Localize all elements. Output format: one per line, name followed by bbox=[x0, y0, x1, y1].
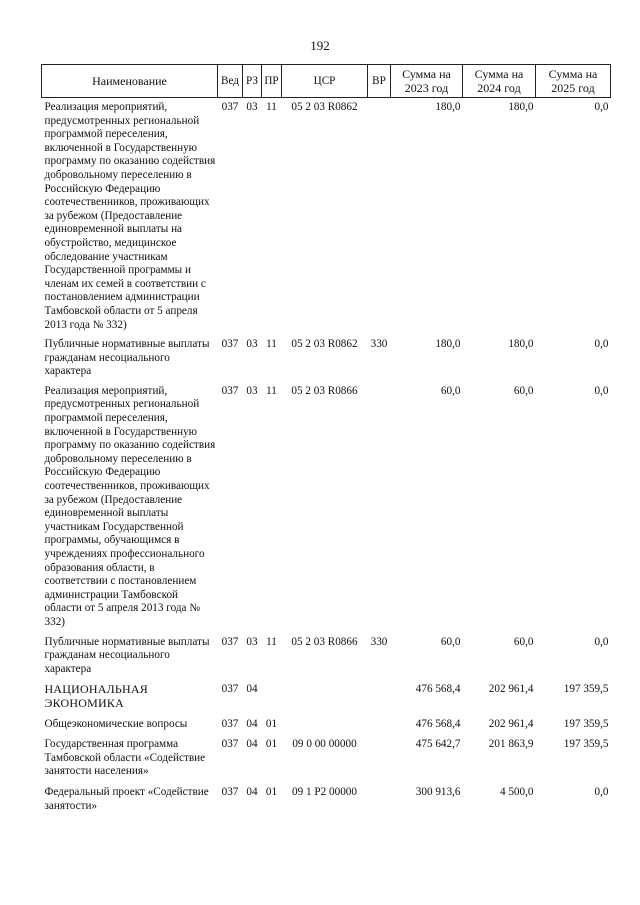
row-sum-2024: 202 961,4 bbox=[488, 683, 534, 696]
row-pr: 01 bbox=[265, 738, 278, 751]
row-sum-2025: 197 359,5 bbox=[563, 738, 609, 751]
table-row bbox=[42, 98, 611, 336]
table-row bbox=[42, 734, 611, 783]
row-pr: 11 bbox=[266, 101, 277, 113]
row-sum-2024: 180,0 bbox=[508, 338, 534, 351]
row-csr: 05 2 03 R0866 bbox=[291, 635, 358, 648]
row-csr bbox=[282, 715, 368, 735]
row-ved: 037 bbox=[221, 635, 239, 648]
column-header-csr: ЦСР bbox=[282, 65, 368, 98]
row-sum-2023: 60,0 bbox=[440, 635, 461, 648]
row-sum-2025: 0,0 bbox=[594, 785, 609, 798]
row-pr: 11 bbox=[266, 338, 277, 351]
budget-table bbox=[41, 64, 611, 816]
row-sum-2023: 60,0 bbox=[440, 384, 461, 397]
row-sum-2023: 476 568,4 bbox=[415, 717, 461, 730]
row-rz: 04 bbox=[246, 683, 258, 696]
row-ved: 037 bbox=[221, 683, 239, 696]
row-ved: 037 bbox=[221, 101, 239, 113]
row-sum-2025: 197 359,5 bbox=[563, 683, 609, 696]
row-csr: 09 0 00 00000 bbox=[292, 738, 357, 751]
row-sum-2025: 0,0 bbox=[594, 101, 609, 113]
row-rz: 03 bbox=[246, 635, 258, 648]
row-pr: 01 bbox=[265, 717, 278, 730]
row-csr: 05 2 03 R0866 bbox=[291, 384, 358, 397]
row-csr bbox=[282, 679, 368, 714]
row-name: Публичные нормативные выплаты гражданам несоциального характера bbox=[44, 635, 210, 675]
row-rz: 03 bbox=[246, 101, 258, 113]
row-name: Реализация мероприятий, предусмотренных региональной программой переселения, включенной в Государственную программу по оказанию содействия добровольному переселению в Российскую Федерацию соотечественников, проживающих за рубежом (Предоставление единовременной выплаты на обустройство, медицинское обследование участникам Государственной программы и членам их семей в соответствии с постановлением администрации Тамбовской области от 5 апреля 2013 года № 332) bbox=[44, 101, 216, 331]
row-rz: 04 bbox=[246, 785, 258, 798]
column-header-rz: РЗ bbox=[243, 65, 262, 98]
column-header-pr: ПР bbox=[262, 65, 282, 98]
row-rz: 03 bbox=[246, 338, 258, 351]
row-vr: 330 bbox=[370, 635, 388, 648]
row-vr bbox=[368, 382, 391, 633]
row-name: Публичные нормативные выплаты гражданам несоциального характера bbox=[44, 338, 210, 378]
row-vr bbox=[368, 783, 391, 816]
row-vr bbox=[368, 715, 391, 735]
column-header-ved: Вед bbox=[218, 65, 243, 98]
row-name: Государственная программа Тамбовской области «Содействие занятости населения» bbox=[44, 738, 206, 778]
table-row bbox=[42, 715, 611, 735]
row-pr: 11 bbox=[266, 384, 277, 397]
column-header-sum-2024: Сумма на 2024 год bbox=[463, 65, 536, 98]
row-sum-2025: 0,0 bbox=[594, 384, 609, 397]
row-vr: 330 bbox=[370, 338, 388, 351]
row-sum-2024: 180,0 bbox=[508, 101, 534, 113]
row-sum-2023: 300 913,6 bbox=[415, 785, 461, 798]
page-number: 192 bbox=[310, 38, 330, 53]
row-sum-2024: 60,0 bbox=[513, 384, 534, 397]
row-pr: 01 bbox=[265, 785, 278, 798]
row-sum-2024: 202 961,4 bbox=[488, 717, 534, 730]
row-vr bbox=[368, 98, 391, 336]
row-sum-2025: 0,0 bbox=[594, 338, 609, 351]
row-sum-2025: 197 359,5 bbox=[563, 717, 609, 730]
row-pr: 11 bbox=[266, 635, 277, 648]
row-ved: 037 bbox=[221, 338, 239, 351]
row-sum-2023: 180,0 bbox=[435, 338, 461, 351]
table-row-section bbox=[42, 679, 611, 714]
row-name: Реализация мероприятий, предусмотренных региональной программой переселения, включенной в Государственную программу по оказанию содействия добровольному переселению в Российскую Федерацию соотечественников, проживающих за рубежом (Предоставление единовременной выплаты участникам Государственной программы, обучающимся в учреждениях профессионального образования области, в соответствии с постановлением администрации Тамбовской области от 5 апреля 2013 года № 332) bbox=[44, 384, 216, 628]
row-name: Федеральный проект «Содействие занятости» bbox=[44, 785, 209, 812]
row-vr bbox=[368, 679, 391, 714]
row-sum-2024: 201 863,9 bbox=[488, 738, 534, 751]
row-csr: 05 2 03 R0862 bbox=[291, 101, 358, 113]
row-sum-2023: 180,0 bbox=[435, 101, 461, 113]
row-csr: 09 1 P2 00000 bbox=[292, 785, 357, 798]
row-sum-2024: 4 500,0 bbox=[499, 785, 534, 798]
row-ved: 037 bbox=[221, 717, 239, 730]
column-header-sum-2023: Сумма на 2023 год bbox=[391, 65, 463, 98]
row-sum-2024: 60,0 bbox=[513, 635, 534, 648]
row-vr bbox=[368, 734, 391, 783]
column-header-vr: ВР bbox=[368, 65, 391, 98]
column-header-name: Наименование bbox=[42, 65, 218, 98]
row-ved: 037 bbox=[221, 738, 239, 751]
table-row bbox=[42, 783, 611, 816]
row-sum-2023: 476 568,4 bbox=[415, 683, 461, 696]
table-header-row bbox=[42, 65, 611, 98]
row-csr: 05 2 03 R0862 bbox=[291, 338, 358, 351]
table-row bbox=[42, 633, 611, 680]
row-rz: 03 bbox=[246, 384, 258, 397]
row-ved: 037 bbox=[221, 785, 239, 798]
row-name: НАЦИОНАЛЬНАЯ ЭКОНОМИКА bbox=[44, 682, 148, 710]
row-ved: 037 bbox=[221, 384, 239, 397]
table-row bbox=[42, 382, 611, 633]
row-rz: 04 bbox=[246, 738, 258, 751]
table-row bbox=[42, 335, 611, 382]
row-pr bbox=[262, 679, 282, 714]
column-header-sum-2025: Сумма на 2025 год bbox=[536, 65, 611, 98]
row-name: Общеэкономические вопросы bbox=[44, 717, 188, 730]
row-sum-2023: 475 642,7 bbox=[415, 738, 461, 751]
row-rz: 04 bbox=[246, 717, 258, 730]
row-sum-2025: 0,0 bbox=[594, 635, 609, 648]
